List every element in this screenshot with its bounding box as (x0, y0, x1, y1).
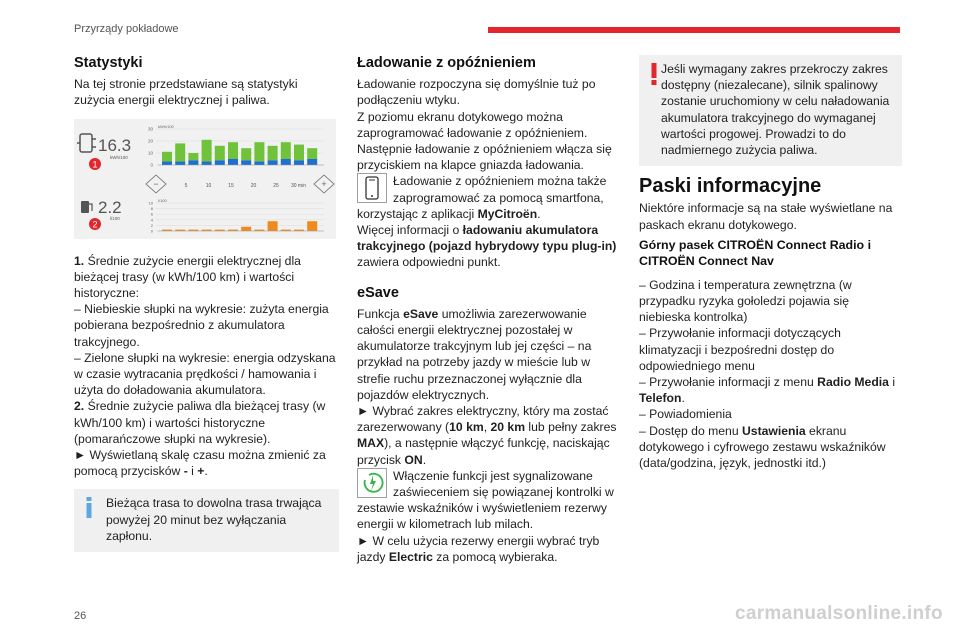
page-header-title: Przyrządy pokładowe (74, 23, 179, 35)
blue-energy-bar (228, 159, 238, 165)
callout-1-label: 1 (92, 159, 98, 170)
info-note-text: Bieżąca trasa to dowolna trasa trwająca powyżej 20 minut bez wyłączania zapłonu. (106, 496, 322, 543)
scale-minus-button[interactable] (146, 175, 166, 193)
bottom-tick-label: 10 (148, 200, 153, 206)
green-regen-bar (254, 142, 264, 161)
top-bar-item-time: – Godzina i temperatura zewnętrzna (w przypadku ryzyka gołoledzi pojawia się niebieska kontrolka) (639, 277, 852, 325)
scale-plus-button[interactable] (314, 175, 334, 193)
fuel-average-unit: l/100 (110, 215, 120, 221)
blue-energy-bar (281, 159, 291, 165)
green-regen-bar (268, 145, 278, 159)
top-bar-item-climate: – Przywołanie informacji dotyczących klimatyzacji i bezpośredni dostęp do odpowiedniego menu (639, 326, 841, 373)
esave-p2 (357, 403, 619, 468)
time-label: 10 (205, 182, 212, 189)
column-statistics (74, 55, 339, 552)
scale-instruction-end: . (204, 464, 208, 479)
statistics-intro: Na tej stronie przedstawiane są statystyki zużycia energii elektrycznej i paliwa. (74, 77, 298, 108)
fuel-pump-icon (81, 201, 92, 213)
bottom-tick-label: 0 (150, 228, 153, 234)
callout-2-label: 2 (92, 219, 98, 230)
time-label: 5 (184, 182, 188, 189)
telephone-label: Telefon (639, 391, 682, 406)
warning-icon (649, 63, 659, 85)
statistics-heading: Statystyki (74, 55, 143, 71)
orange-fuel-bar (307, 221, 317, 231)
blue-energy-bar (162, 161, 172, 165)
energy-average-unit: kWh/100 (110, 154, 128, 160)
time-label: 30 min (290, 182, 307, 189)
top-tick-label: 30 (147, 126, 153, 132)
scale-instruction-minus: - (183, 464, 188, 479)
esave-heading: eSave (357, 284, 399, 301)
esave-p1-end: umożliwia zarezerwowanie całości energii elektrycznej pozostałej w akumulatorze trakcyjnym lub jej części – na przykład na potrzeby jazdy w mieście lub w strefie ruchu przeznaczonej wyłącznie dla pojazdów elektrycznych. (357, 306, 592, 402)
esave-p1 (357, 306, 619, 403)
esave-p2-end: . (422, 452, 427, 467)
esave-option-10km: 10 km (449, 420, 484, 435)
esave-p2-sep2: lub pełny zakres (525, 420, 617, 435)
more-info-pre: Więcej informacji o (357, 223, 463, 238)
column-delayed-charging (357, 55, 619, 565)
electric-mode-label: Electric (388, 549, 433, 564)
esave-indicator-paragraph (357, 468, 619, 533)
esave-indicator-text: Włączenie funkcji jest sygnalizowane zaświeceniem się powiązanej kontrolki w zestawie wskaźników i wyświetleniem rezerwy energii w kilometrach lub milach. (357, 468, 614, 532)
esave-on-label: ON (404, 452, 423, 467)
scale-plus-glyph: + (321, 178, 327, 189)
green-regen-bar (215, 145, 225, 159)
bottom-tick-label: 8 (150, 205, 153, 211)
column-info-bars (639, 55, 902, 471)
esave-p1-name: eSave (403, 306, 439, 321)
blue-energy-bar (307, 159, 317, 165)
scale-instruction-and: i (187, 464, 198, 479)
esave-option-20km: 20 km (490, 420, 526, 435)
top-bar-item-notifications: – Powiadomienia (639, 407, 732, 422)
scale-instruction-plus: + (197, 464, 205, 479)
bottom-chart-axis-title: l/100 (158, 197, 167, 203)
more-info-topic: ładowaniu akumulatora trakcyjnego (pojazd hybrydowy typu plug-in) (357, 223, 617, 254)
smartphone-text (357, 173, 619, 222)
top-tick-label: 20 (147, 138, 153, 144)
time-label: 20 (250, 182, 257, 189)
esave-p1-pre: Funkcja (357, 306, 404, 321)
esave-p4-pre: ► W celu użycia rezerwy energii wybrać tryb jazdy (357, 533, 600, 564)
esave-indicator-icon (357, 468, 387, 498)
warning-note-text: Jeśli wymagany zakres przekroczy zakres dostępny (niezalecane), silnik spalinowy zostanie uruchomiony w celu naładowania akumulatora trakcyjnego do wymaganej wartości progowej. Prowadzi to do nadmiernego zużycia paliwa. (661, 62, 890, 158)
bottom-tick-label: 6 (150, 211, 153, 217)
time-label: 25 (273, 182, 279, 189)
legend-item-2 (74, 398, 339, 447)
legend-item-1b: – Zielone słupki na wykresie: energia odzyskana w czasie wytracania prędkości / hamowania i użyta do doładowania akumulatora. (74, 350, 336, 398)
statistics-screen-figure (74, 119, 336, 239)
blue-energy-bar (202, 161, 212, 165)
header-accent-bar (488, 27, 900, 33)
bottom-chart-ticks (148, 197, 324, 234)
top-bar-item-radio-pre: – Przywołanie informacji z menu (639, 375, 818, 390)
green-regen-bar (281, 142, 291, 159)
scale-minus-glyph: − (153, 178, 159, 189)
top-chart-bars (162, 139, 317, 164)
esave-option-max: MAX (357, 436, 385, 451)
esave-p2-pre: ► Wybrać zakres elektryczny, który ma zostać zarezerwowany ( (357, 404, 609, 435)
legend-item-1a: – Niebieskie słupki na wykresie: zużyta energia pobierana bezpośrednio z akumulatora trakcyjnego. (74, 302, 329, 349)
top-bar-item-radio-mid: i (888, 375, 896, 390)
scale-instruction (74, 447, 339, 479)
top-bar-item-radio-end: . (681, 391, 685, 406)
blue-energy-bar (254, 161, 264, 165)
orange-fuel-bar (241, 226, 251, 230)
smartphone-paragraph (357, 173, 619, 222)
green-regen-bar (202, 139, 212, 161)
bottom-tick-label: 2 (150, 222, 153, 228)
smartphone-text-main: Ładowanie z opóźnieniem można także zaprogramować za pomocą smartfona, korzystając z aplikacji (357, 174, 607, 221)
top-tick-label: 0 (150, 162, 153, 168)
blue-energy-bar (175, 161, 185, 165)
top-bar-item-settings-pre: – Dostęp do menu (639, 423, 742, 438)
info-icon (84, 497, 94, 519)
smartphone-icon (357, 173, 387, 203)
esave-p2-sep1: , (483, 420, 491, 435)
legend-item-2-text: Średnie zużycie paliwa dla bieżącej trasy (w kWh/100 km) i wartości historyczne (pomarańczowe słupki na wykresie). (74, 399, 326, 446)
more-info-end: zawiera odpowiedni punkt. (357, 255, 501, 270)
time-label: 15 (228, 182, 234, 189)
scale-instruction-text: ► Wyświetlaną skalę czasu można zmienić za pomocą przycisków (74, 448, 326, 479)
legend-item-1 (74, 253, 339, 302)
delayed-charging-heading: Ładowanie z opóźnieniem (357, 55, 536, 71)
time-scale-labels (185, 183, 307, 189)
smartphone-text-end: . (537, 206, 541, 221)
legend-item-2-number: 2. (74, 399, 85, 414)
more-info-paragraph (357, 222, 619, 271)
green-regen-bar (241, 148, 251, 160)
page-number: 26 (74, 610, 87, 622)
blue-energy-bar (241, 160, 251, 165)
green-regen-bar (294, 144, 304, 160)
orange-fuel-bar (268, 221, 278, 231)
info-bars-intro: Niektóre informacje są na stałe wyświetlane na paskach ekranu dotykowego. (639, 201, 893, 232)
fuel-average-value: 2.2 (98, 197, 122, 217)
legend-item-1-text: Średnie zużycie energii elektrycznej dla bieżącej trasy (w kWh/100 km) i wartości historyczne: (74, 253, 301, 301)
blue-energy-bar (294, 160, 304, 165)
info-note (74, 489, 339, 552)
info-bars-heading: Paski informacyjne (639, 175, 822, 198)
watermark: carmanualsonline.info (735, 603, 943, 624)
top-bar-item-radio (639, 374, 902, 406)
esave-p4 (357, 533, 619, 565)
bottom-tick-label: 4 (150, 216, 153, 222)
warning-note (639, 55, 902, 166)
delayed-charging-p2: Z poziomu ekranu dotykowego można zaprogramować ładowanie z opóźnieniem. (357, 109, 588, 140)
radio-media-label: Radio Media (817, 375, 889, 390)
blue-energy-bar (268, 160, 278, 165)
green-regen-bar (307, 148, 317, 159)
blue-energy-bar (188, 160, 198, 165)
delayed-charging-p1: Ładowanie rozpoczyna się domyślnie tuż po podłączeniu wtyku. (357, 77, 596, 108)
green-regen-bar (162, 151, 172, 161)
top-bar-item-settings (639, 423, 902, 472)
delayed-charging-p3: Następnie ładowanie z opóźnieniem włącza się przyciskiem na klapce gniazda ładowania. (357, 142, 612, 173)
green-regen-bar (228, 142, 238, 159)
statistics-figure-svg (74, 119, 336, 239)
bottom-chart-bars (162, 221, 317, 231)
esave-p2-mid: ), a następnie włączyć funkcję, naciskając przycisk (357, 436, 610, 467)
energy-average-value: 16.3 (98, 135, 132, 155)
top-chart-axis-title: kWh/100 (158, 123, 174, 129)
app-name: MyCitroën (477, 206, 538, 221)
settings-label: Ustawienia (741, 423, 806, 438)
top-bar-subheading: Górny pasek CITROËN Connect Radio i CITROËN Connect Nav (639, 237, 872, 268)
top-bar-item-settings-end: ekranu dotykowego i cyfrowego zestawu wskaźników (data/godzina, język, jednostki itd.) (639, 423, 886, 471)
top-tick-label: 10 (147, 150, 153, 156)
legend-item-1-number: 1. (74, 253, 85, 268)
green-regen-bar (175, 143, 185, 161)
esave-p4-end: za pomocą wybieraka. (432, 549, 558, 564)
green-regen-bar (188, 153, 198, 160)
blue-energy-bar (215, 160, 225, 165)
battery-plug-icon (77, 134, 96, 152)
